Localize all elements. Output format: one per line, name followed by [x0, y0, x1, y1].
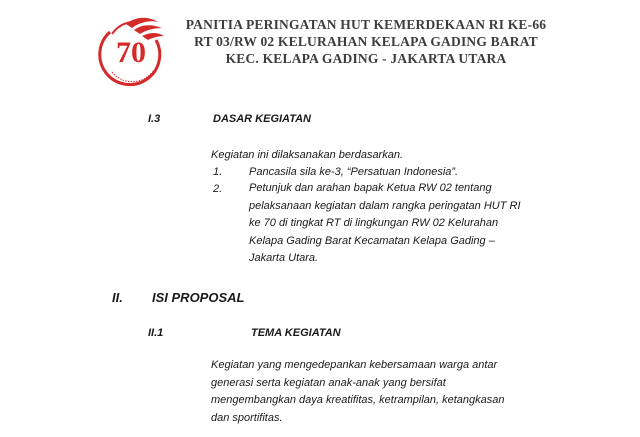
section-13-number: I.3: [148, 113, 161, 125]
logo-number: 70: [116, 36, 146, 69]
list-item-2-line: Kelapa Gading Barat Kecamatan Kelapa Gading –: [249, 234, 495, 247]
list-item-2-line: ke 70 di tingkat RT di lingkungan RW 02 Kelurahan: [249, 217, 499, 230]
list-item-2-number: 2.: [213, 183, 223, 195]
letterhead-line-1: PANITIA PERINGATAN HUT KEMERDEKAAN RI KE-66: [185, 17, 547, 32]
list-item-1-text: Pancasila sila ke-3, “Persatuan Indonesia”.: [249, 166, 459, 178]
section-21-title: TEMA KEGIATAN: [251, 327, 341, 339]
paragraph-line: mengembangkan daya kreatifitas, ketrampilan, ketangkasan: [211, 394, 505, 407]
section-2-title: ISI PROPOSAL: [152, 290, 245, 305]
paragraph-line: dan sportifitas.: [211, 411, 283, 424]
section-13-title: DASAR KEGIATAN: [213, 113, 311, 125]
list-item-2-text: [249, 180, 521, 268]
paragraph-line: Kegiatan yang mengedepankan kebersamaan warga antar: [211, 359, 498, 371]
list-item-1-number: 1.: [213, 166, 223, 178]
section-13-intro: Kegiatan ini dilaksanakan berdasarkan.: [211, 149, 404, 161]
hut-ri-70-logo: [92, 10, 172, 90]
letterhead-text: [176, 16, 556, 67]
list-item-2-line: Petunjuk dan arahan bapak Ketua RW 02 tentang: [249, 182, 492, 194]
list-item-2-line: pelaksanaan kegiatan dalam rangka peringatan HUT RI: [249, 199, 521, 212]
section-21-paragraph: [211, 357, 505, 427]
letterhead: [0, 0, 640, 100]
list-item-2-line: Jakarta Utara.: [249, 252, 319, 265]
letterhead-line-2: RT 03/RW 02 KELURAHAN KELAPA GADING BARAT: [194, 34, 538, 49]
section-2-number: II.: [112, 290, 123, 305]
section-21-number: II.1: [148, 327, 164, 339]
paragraph-line: generasi serta kegiatan anak-anak yang bersifat: [211, 376, 446, 389]
letterhead-line-3: KEC. KELAPA GADING - JAKARTA UTARA: [225, 51, 507, 66]
